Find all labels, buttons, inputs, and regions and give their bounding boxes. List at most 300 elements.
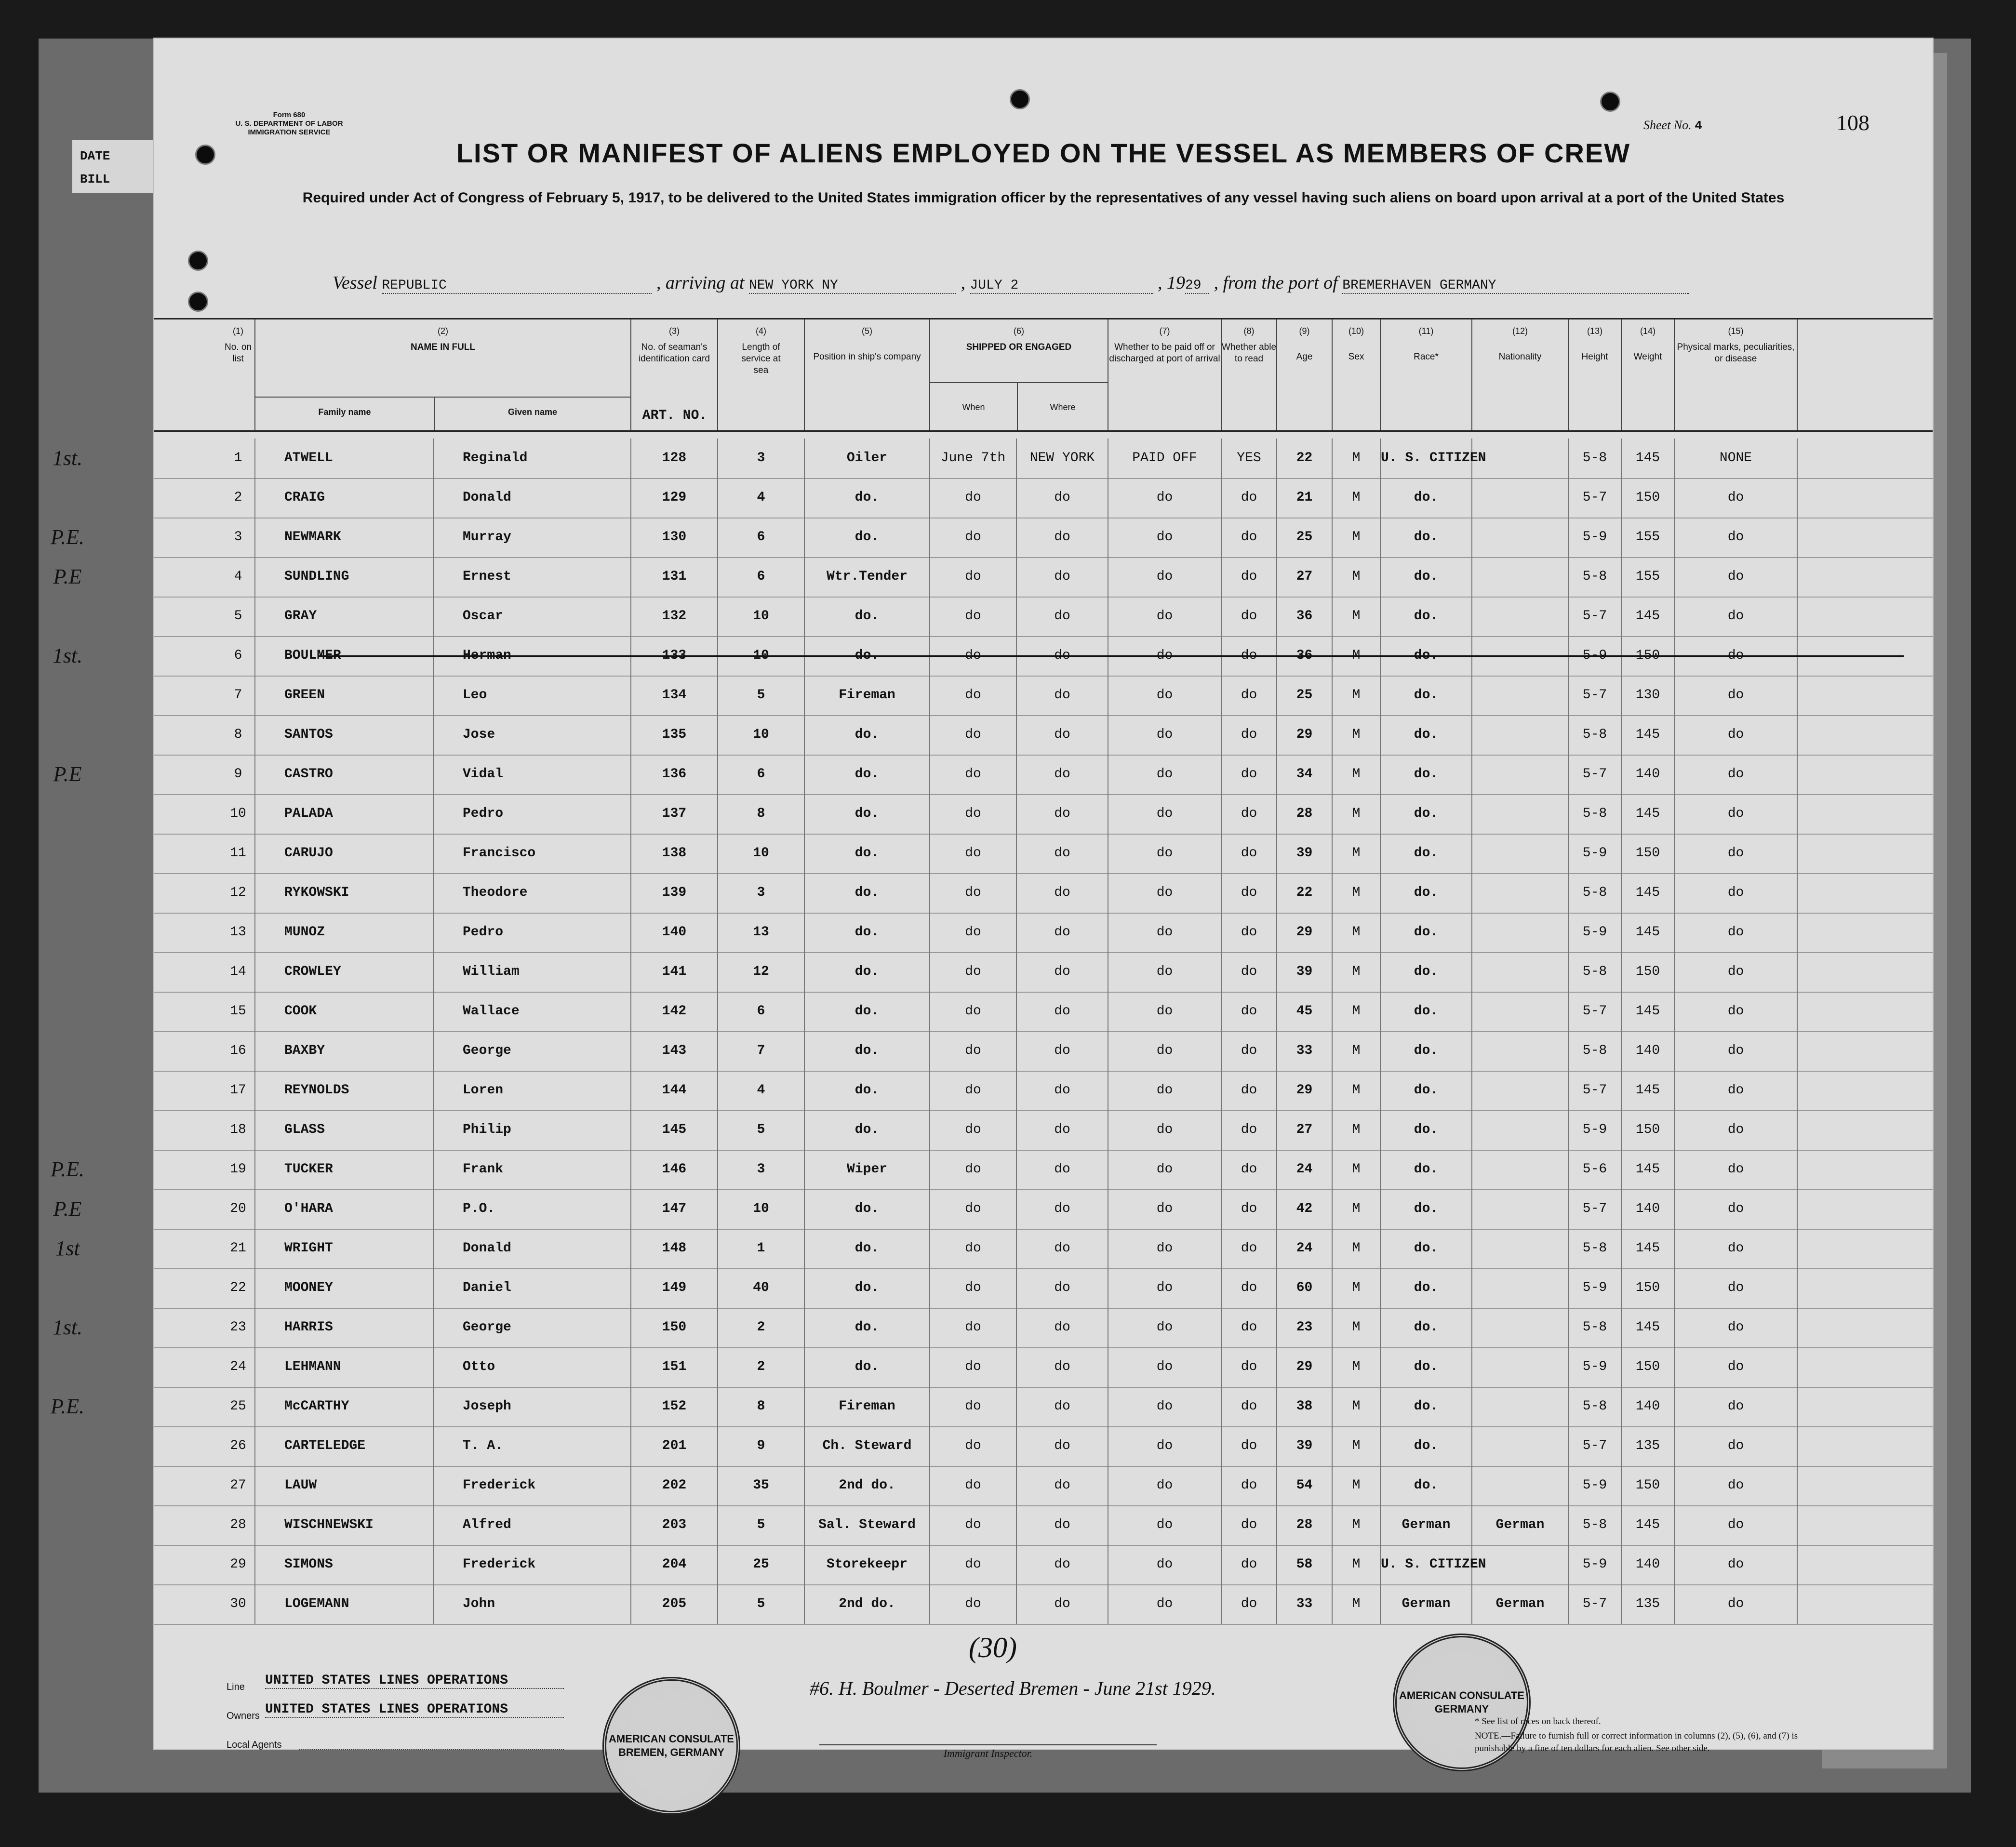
cell-when: do bbox=[930, 1031, 1017, 1071]
cell-height: 5-7 bbox=[1569, 1071, 1622, 1110]
table-row bbox=[154, 1584, 1933, 1625]
cell-sex: M bbox=[1333, 636, 1381, 676]
cell-height: 5-9 bbox=[1569, 518, 1622, 557]
cell-when: do bbox=[930, 1268, 1017, 1308]
cell-family: GLASS bbox=[255, 1110, 434, 1150]
cell-weight: 150 bbox=[1622, 1466, 1675, 1505]
cell-race: do. bbox=[1381, 1110, 1472, 1150]
cell-paid: do bbox=[1108, 1347, 1222, 1387]
cell-race: do. bbox=[1381, 1426, 1472, 1466]
cell-age: 25 bbox=[1277, 676, 1333, 715]
cell-marks: do bbox=[1675, 1150, 1798, 1189]
cell-race: do. bbox=[1381, 557, 1472, 597]
cell-height: 5-9 bbox=[1569, 1268, 1622, 1308]
cell-service: 35 bbox=[718, 1466, 805, 1505]
cell-age: 28 bbox=[1277, 1505, 1333, 1545]
table-row bbox=[154, 1347, 1933, 1388]
cell-marks: do bbox=[1675, 1584, 1798, 1624]
cell-nat bbox=[1472, 1308, 1569, 1347]
cell-sex: M bbox=[1333, 794, 1381, 834]
cell-weight: 135 bbox=[1622, 1584, 1675, 1624]
cell-nat bbox=[1472, 478, 1569, 518]
cell-card: 144 bbox=[631, 1071, 718, 1110]
cell-read: do bbox=[1222, 715, 1277, 755]
cell-position: do. bbox=[805, 1189, 930, 1229]
header-when: When bbox=[962, 402, 985, 412]
cell-weight: 145 bbox=[1622, 873, 1675, 913]
cell-when: do bbox=[930, 913, 1017, 952]
side-tab-line2: BILL bbox=[80, 172, 110, 186]
cell-read: do bbox=[1222, 1545, 1277, 1584]
cell-family: CARTELEDGE bbox=[255, 1426, 434, 1466]
cell-family: GRAY bbox=[255, 597, 434, 636]
cell-nat bbox=[1472, 1229, 1569, 1268]
cell-given: T. A. bbox=[434, 1426, 631, 1466]
cell-age: 29 bbox=[1277, 913, 1333, 952]
cell-paid: do bbox=[1108, 952, 1222, 992]
cell-read: do bbox=[1222, 676, 1277, 715]
cell-paid: do bbox=[1108, 1545, 1222, 1584]
cell-age: 27 bbox=[1277, 557, 1333, 597]
cell-given: Reginald bbox=[434, 438, 631, 478]
cell-sex: M bbox=[1333, 1110, 1381, 1150]
table-row bbox=[154, 952, 1933, 993]
cell-where: do bbox=[1017, 1426, 1108, 1466]
cell-position: do. bbox=[805, 1110, 930, 1150]
cell-when: do bbox=[930, 1584, 1017, 1624]
cell-service: 5 bbox=[718, 1505, 805, 1545]
vessel-name: REPUBLIC bbox=[382, 278, 652, 294]
cell-paid: do bbox=[1108, 1031, 1222, 1071]
cell-position: do. bbox=[805, 913, 930, 952]
cell-service: 10 bbox=[718, 834, 805, 873]
arrival-year: 29 bbox=[1185, 278, 1209, 294]
cell-read: do bbox=[1222, 1466, 1277, 1505]
cell-weight: 150 bbox=[1622, 636, 1675, 676]
cell-card: 133 bbox=[631, 636, 718, 676]
cell-age: 22 bbox=[1277, 873, 1333, 913]
cell-given: John bbox=[434, 1584, 631, 1624]
cell-read: do bbox=[1222, 794, 1277, 834]
cell-race: do. bbox=[1381, 597, 1472, 636]
cell-race: do. bbox=[1381, 913, 1472, 952]
cell-no: 23 bbox=[222, 1308, 255, 1347]
cell-sex: M bbox=[1333, 952, 1381, 992]
cell-weight: 140 bbox=[1622, 1031, 1675, 1071]
margin-annotation: P.E bbox=[53, 762, 82, 786]
cell-given: Pedro bbox=[434, 794, 631, 834]
cell-weight: 130 bbox=[1622, 676, 1675, 715]
cell-when: do bbox=[930, 755, 1017, 794]
header-height: (13) Height bbox=[1569, 319, 1622, 430]
cell-no: 19 bbox=[222, 1150, 255, 1189]
strikethrough-line bbox=[318, 655, 1904, 657]
form-number: Form 680 bbox=[273, 111, 306, 119]
cell-when: do bbox=[930, 1347, 1017, 1387]
cell-nat bbox=[1472, 1268, 1569, 1308]
cell-service: 10 bbox=[718, 597, 805, 636]
margin-annotation: 1st. bbox=[52, 446, 83, 470]
cell-paid: do bbox=[1108, 518, 1222, 557]
cell-no: 30 bbox=[222, 1584, 255, 1624]
cell-marks: do bbox=[1675, 755, 1798, 794]
cell-marks: do bbox=[1675, 597, 1798, 636]
cell-nat bbox=[1472, 794, 1569, 834]
margin-annotation: 1st. bbox=[52, 1315, 83, 1339]
cell-service: 13 bbox=[718, 913, 805, 952]
cell-paid: do bbox=[1108, 1071, 1222, 1110]
cell-no: 5 bbox=[222, 597, 255, 636]
cell-service: 6 bbox=[718, 992, 805, 1031]
cell-when: do bbox=[930, 1071, 1017, 1110]
cell-card: 135 bbox=[631, 715, 718, 755]
cell-card: 128 bbox=[631, 438, 718, 478]
cell-given: George bbox=[434, 1031, 631, 1071]
cell-nat bbox=[1472, 597, 1569, 636]
cell-nat bbox=[1472, 1466, 1569, 1505]
table-row bbox=[154, 1545, 1933, 1585]
cell-family: TUCKER bbox=[255, 1150, 434, 1189]
cell-read: do bbox=[1222, 636, 1277, 676]
cell-no: 27 bbox=[222, 1466, 255, 1505]
table-header bbox=[154, 318, 1933, 432]
cell-race: do. bbox=[1381, 1189, 1472, 1229]
desertion-note: #6. H. Boulmer - Deserted Bremen - June 21st 1929. bbox=[810, 1677, 1216, 1699]
cell-given: George bbox=[434, 1308, 631, 1347]
cell-service: 5 bbox=[718, 1110, 805, 1150]
cell-marks: do bbox=[1675, 873, 1798, 913]
table-row bbox=[154, 1426, 1933, 1467]
cell-read: do bbox=[1222, 913, 1277, 952]
cell-age: 21 bbox=[1277, 478, 1333, 518]
cell-sex: M bbox=[1333, 1347, 1381, 1387]
cell-when: do bbox=[930, 478, 1017, 518]
cell-sex: M bbox=[1333, 597, 1381, 636]
cell-service: 6 bbox=[718, 557, 805, 597]
cell-age: 39 bbox=[1277, 834, 1333, 873]
cell-marks: do bbox=[1675, 518, 1798, 557]
cell-read: do bbox=[1222, 597, 1277, 636]
cell-nat bbox=[1472, 518, 1569, 557]
cell-where: do bbox=[1017, 1110, 1108, 1150]
cell-read: do bbox=[1222, 1110, 1277, 1150]
arriving-label: , arriving at bbox=[656, 273, 745, 293]
cell-position: do. bbox=[805, 1071, 930, 1110]
cell-card: 151 bbox=[631, 1347, 718, 1387]
cell-where: do bbox=[1017, 755, 1108, 794]
cell-race: do. bbox=[1381, 1031, 1472, 1071]
cell-when: do bbox=[930, 1110, 1017, 1150]
cell-race: do. bbox=[1381, 1229, 1472, 1268]
cell-sex: M bbox=[1333, 992, 1381, 1031]
cell-position: Wiper bbox=[805, 1150, 930, 1189]
cell-paid: PAID OFF bbox=[1108, 438, 1222, 478]
cell-card: 129 bbox=[631, 478, 718, 518]
cell-race: do. bbox=[1381, 952, 1472, 992]
cell-sex: M bbox=[1333, 1466, 1381, 1505]
cell-family: RYKOWSKI bbox=[255, 873, 434, 913]
cell-age: 29 bbox=[1277, 715, 1333, 755]
cell-race: do. bbox=[1381, 1150, 1472, 1189]
cell-when: do bbox=[930, 952, 1017, 992]
cell-read: do bbox=[1222, 873, 1277, 913]
cell-position: 2nd do. bbox=[805, 1584, 930, 1624]
header-race: (11) Race* bbox=[1381, 319, 1472, 430]
cell-position: 2nd do. bbox=[805, 1466, 930, 1505]
cell-family: LEHMANN bbox=[255, 1347, 434, 1387]
cell-service: 4 bbox=[718, 1071, 805, 1110]
cell-position: do. bbox=[805, 992, 930, 1031]
cell-given: Joseph bbox=[434, 1387, 631, 1426]
table-row bbox=[52, 636, 1933, 677]
cell-where: do bbox=[1017, 1071, 1108, 1110]
departure-port: BREMERHAVEN GERMANY bbox=[1342, 278, 1689, 294]
cell-read: do bbox=[1222, 1584, 1277, 1624]
cell-position: do. bbox=[805, 755, 930, 794]
header-read: (8) Whether able to read bbox=[1222, 319, 1277, 430]
cell-nat bbox=[1472, 1071, 1569, 1110]
cell-where: do bbox=[1017, 518, 1108, 557]
cell-no: 13 bbox=[222, 913, 255, 952]
margin-annotation: 1st bbox=[55, 1236, 80, 1260]
cell-service: 8 bbox=[718, 794, 805, 834]
cell-race: German bbox=[1381, 1505, 1472, 1545]
cell-age: 28 bbox=[1277, 794, 1333, 834]
cell-no: 21 bbox=[222, 1229, 255, 1268]
cell-read: do bbox=[1222, 992, 1277, 1031]
cell-age: 38 bbox=[1277, 1387, 1333, 1426]
cell-where: do bbox=[1017, 1584, 1108, 1624]
cell-no: 24 bbox=[222, 1347, 255, 1387]
table-row bbox=[154, 794, 1933, 835]
cell-sex: M bbox=[1333, 1031, 1381, 1071]
side-tab-line1: DATE bbox=[80, 149, 110, 163]
cell-paid: do bbox=[1108, 834, 1222, 873]
cell-when: do bbox=[930, 676, 1017, 715]
header-where: Where bbox=[1050, 402, 1076, 412]
cell-family: O'HARA bbox=[255, 1189, 434, 1229]
cell-when: do bbox=[930, 873, 1017, 913]
cell-given: Jose bbox=[434, 715, 631, 755]
cell-card: 148 bbox=[631, 1229, 718, 1268]
cell-race: do. bbox=[1381, 518, 1472, 557]
cell-given: Alfred bbox=[434, 1505, 631, 1545]
cell-marks: do bbox=[1675, 1466, 1798, 1505]
cell-age: 24 bbox=[1277, 1229, 1333, 1268]
cell-position: do. bbox=[805, 597, 930, 636]
cell-where: do bbox=[1017, 715, 1108, 755]
vessel-label: Vessel bbox=[333, 273, 377, 293]
cell-family: ATWELL bbox=[255, 438, 434, 478]
cell-service: 8 bbox=[718, 1387, 805, 1426]
cell-paid: do bbox=[1108, 1150, 1222, 1189]
cell-marks: do bbox=[1675, 1110, 1798, 1150]
cell-weight: 135 bbox=[1622, 1426, 1675, 1466]
cell-where: do bbox=[1017, 952, 1108, 992]
cell-race: do. bbox=[1381, 676, 1472, 715]
cell-given: Theodore bbox=[434, 873, 631, 913]
cell-sex: M bbox=[1333, 1268, 1381, 1308]
cell-sex: M bbox=[1333, 1150, 1381, 1189]
cell-card: 202 bbox=[631, 1466, 718, 1505]
cell-given: Leo bbox=[434, 676, 631, 715]
cell-paid: do bbox=[1108, 913, 1222, 952]
cell-where: do bbox=[1017, 597, 1108, 636]
header-marks: (15) Physical marks, peculiarities, or disease bbox=[1675, 319, 1798, 430]
cell-age: 23 bbox=[1277, 1308, 1333, 1347]
cell-read: do bbox=[1222, 1229, 1277, 1268]
cell-service: 7 bbox=[718, 1031, 805, 1071]
cell-given: Herman bbox=[434, 636, 631, 676]
cell-when: do bbox=[930, 1189, 1017, 1229]
consulate-stamp-icon: AMERICAN CONSULATE GERMANY bbox=[1393, 1634, 1531, 1771]
cell-service: 10 bbox=[718, 1189, 805, 1229]
cell-family: CRAIG bbox=[255, 478, 434, 518]
header-card: (3) No. of seaman's identification card ART. NO. bbox=[631, 319, 718, 430]
cell-service: 2 bbox=[718, 1347, 805, 1387]
cell-family: WRIGHT bbox=[255, 1229, 434, 1268]
cell-marks: do bbox=[1675, 1071, 1798, 1110]
cell-when: do bbox=[930, 636, 1017, 676]
table-row bbox=[50, 1387, 1933, 1427]
cell-height: 5-8 bbox=[1569, 715, 1622, 755]
cell-card: 145 bbox=[631, 1110, 718, 1150]
cell-race: do. bbox=[1381, 1308, 1472, 1347]
margin-annotation: P.E. bbox=[50, 1395, 85, 1418]
cell-height: 5-7 bbox=[1569, 755, 1622, 794]
cell-race: do. bbox=[1381, 794, 1472, 834]
cell-paid: do bbox=[1108, 676, 1222, 715]
cell-when: June 7th bbox=[930, 438, 1017, 478]
cell-sex: M bbox=[1333, 913, 1381, 952]
punch-hole-icon bbox=[1600, 92, 1620, 112]
cell-paid: do bbox=[1108, 1308, 1222, 1347]
margin-annotation: P.E. bbox=[50, 1157, 85, 1181]
cell-age: 29 bbox=[1277, 1347, 1333, 1387]
cell-read: do bbox=[1222, 1308, 1277, 1347]
table-row bbox=[154, 834, 1933, 874]
cell-no: 16 bbox=[222, 1031, 255, 1071]
cell-weight: 145 bbox=[1622, 1308, 1675, 1347]
cell-service: 1 bbox=[718, 1229, 805, 1268]
cell-service: 3 bbox=[718, 1150, 805, 1189]
owners-label: Owners bbox=[227, 1711, 260, 1721]
cell-no: 1 bbox=[222, 438, 255, 478]
cell-age: 36 bbox=[1277, 636, 1333, 676]
cell-given: Donald bbox=[434, 478, 631, 518]
cell-no: 29 bbox=[222, 1545, 255, 1584]
cell-card: 134 bbox=[631, 676, 718, 715]
cell-sex: M bbox=[1333, 1426, 1381, 1466]
form-service: IMMIGRATION SERVICE bbox=[248, 128, 331, 136]
cell-read: do bbox=[1222, 1268, 1277, 1308]
cell-race: do. bbox=[1381, 478, 1472, 518]
cell-read: do bbox=[1222, 952, 1277, 992]
cell-marks: do bbox=[1675, 1426, 1798, 1466]
cell-service: 3 bbox=[718, 873, 805, 913]
cell-no: 3 bbox=[222, 518, 255, 557]
cell-nat bbox=[1472, 1426, 1569, 1466]
cell-card: 201 bbox=[631, 1426, 718, 1466]
cell-age: 33 bbox=[1277, 1584, 1333, 1624]
cell-marks: do bbox=[1675, 1229, 1798, 1268]
cell-read: do bbox=[1222, 834, 1277, 873]
cell-read: YES bbox=[1222, 438, 1277, 478]
cell-race: do. bbox=[1381, 1347, 1472, 1387]
cell-nat bbox=[1472, 755, 1569, 794]
cell-card: 132 bbox=[631, 597, 718, 636]
cell-family: SUNDLING bbox=[255, 557, 434, 597]
cell-no: 25 bbox=[222, 1387, 255, 1426]
cell-where: do bbox=[1017, 873, 1108, 913]
cell-position: do. bbox=[805, 1308, 930, 1347]
page-subtitle: Required under Act of Congress of February 5, 1917, to be delivered to the United States immigration officer by the representatives of any vessel having such aliens on board upon arrival at a port of the United States bbox=[302, 190, 1785, 206]
table-row bbox=[154, 873, 1933, 914]
cell-marks: do bbox=[1675, 1031, 1798, 1071]
cell-sex: M bbox=[1333, 438, 1381, 478]
cell-service: 9 bbox=[718, 1426, 805, 1466]
cell-paid: do bbox=[1108, 794, 1222, 834]
cell-given: Frederick bbox=[434, 1466, 631, 1505]
cell-marks: NONE bbox=[1675, 438, 1798, 478]
cell-paid: do bbox=[1108, 715, 1222, 755]
cell-nat bbox=[1472, 715, 1569, 755]
cell-paid: do bbox=[1108, 557, 1222, 597]
cell-read: do bbox=[1222, 1347, 1277, 1387]
table-row bbox=[154, 1268, 1933, 1309]
cell-where: NEW YORK bbox=[1017, 438, 1108, 478]
cell-nat bbox=[1472, 992, 1569, 1031]
cell-position: do. bbox=[805, 518, 930, 557]
cell-nat bbox=[1472, 952, 1569, 992]
cell-position: Ch. Steward bbox=[805, 1426, 930, 1466]
cell-weight: 140 bbox=[1622, 1387, 1675, 1426]
owners-value: UNITED STATES LINES OPERATIONS bbox=[265, 1702, 564, 1718]
cell-height: 5-8 bbox=[1569, 873, 1622, 913]
cell-read: do bbox=[1222, 1387, 1277, 1426]
cell-given: Philip bbox=[434, 1110, 631, 1150]
cell-weight: 145 bbox=[1622, 715, 1675, 755]
cell-when: do bbox=[930, 1426, 1017, 1466]
header-family-name: Family name bbox=[318, 407, 371, 417]
cell-card: 142 bbox=[631, 992, 718, 1031]
cell-no: 7 bbox=[222, 676, 255, 715]
cell-marks: do bbox=[1675, 1545, 1798, 1584]
cell-given: Donald bbox=[434, 1229, 631, 1268]
cell-height: 5-8 bbox=[1569, 1229, 1622, 1268]
cell-service: 3 bbox=[718, 438, 805, 478]
cell-race: do. bbox=[1381, 755, 1472, 794]
cell-height: 5-9 bbox=[1569, 636, 1622, 676]
cell-no: 28 bbox=[222, 1505, 255, 1545]
header-position: (5) Position in ship's company bbox=[805, 319, 930, 430]
cell-nat bbox=[1472, 873, 1569, 913]
cell-where: do bbox=[1017, 1189, 1108, 1229]
cell-race: do. bbox=[1381, 873, 1472, 913]
table-row bbox=[154, 478, 1933, 518]
table-row bbox=[154, 1466, 1933, 1506]
cell-weight: 150 bbox=[1622, 1268, 1675, 1308]
cell-position: do. bbox=[805, 794, 930, 834]
cell-race: do. bbox=[1381, 715, 1472, 755]
sheet-number-value: 4 bbox=[1695, 119, 1702, 133]
cell-sex: M bbox=[1333, 1308, 1381, 1347]
cell-nat bbox=[1472, 557, 1569, 597]
cell-no: 26 bbox=[222, 1426, 255, 1466]
cell-position: Fireman bbox=[805, 1387, 930, 1426]
cell-weight: 150 bbox=[1622, 1347, 1675, 1387]
cell-height: 5-7 bbox=[1569, 597, 1622, 636]
